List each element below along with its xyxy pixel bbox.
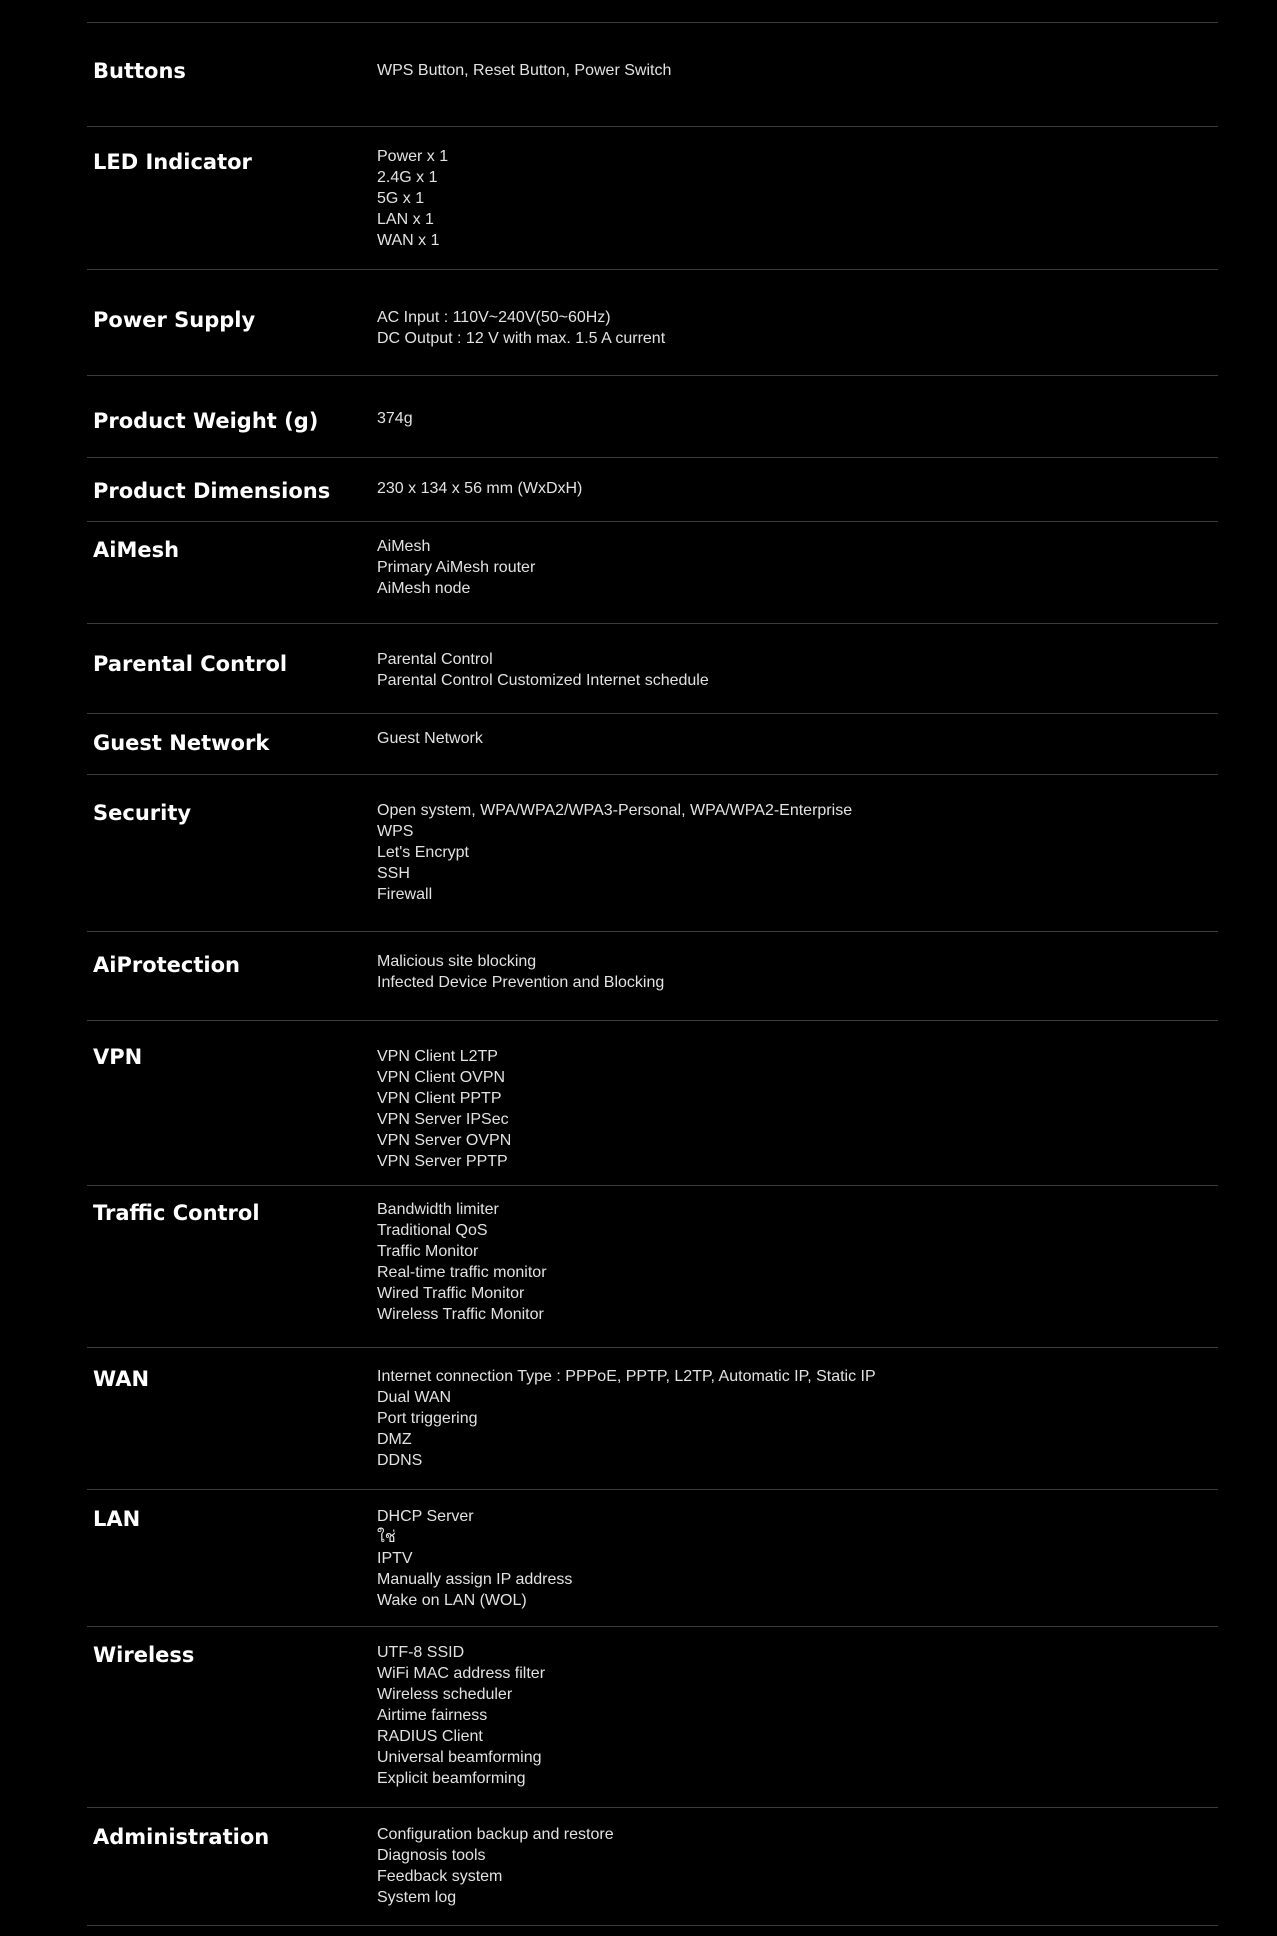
spec-value-list: [377, 1824, 614, 1908]
spec-row: [87, 521, 1218, 623]
spec-value-list: [377, 800, 852, 905]
spec-value: Bandwidth limiter: [377, 1201, 499, 1218]
spec-value: Universal beamforming: [377, 1749, 542, 1766]
spec-value: LAN x 1: [377, 211, 434, 228]
spec-value: Explicit beamforming: [377, 1770, 526, 1787]
spec-label: Security: [93, 801, 192, 825]
spec-value: Wired Traffic Monitor: [377, 1285, 525, 1302]
spec-row: [87, 269, 1218, 375]
spec-value-list: [377, 1506, 572, 1611]
spec-value-list: [377, 146, 448, 251]
spec-value: Feedback system: [377, 1868, 503, 1885]
spec-value: DHCP Server: [377, 1508, 474, 1525]
spec-value: Guest Network: [377, 730, 483, 747]
spec-value: VPN Server IPSec: [377, 1111, 509, 1128]
spec-value: DC Output : 12 V with max. 1.5 A current: [377, 330, 666, 347]
spec-label: Product Dimensions: [93, 479, 331, 503]
spec-value: Malicious site blocking: [377, 953, 537, 970]
spec-row: [87, 774, 1218, 931]
spec-value-list: [377, 536, 535, 599]
spec-row: [87, 623, 1218, 713]
spec-value: Power x 1: [377, 148, 449, 165]
spec-label: Administration: [93, 1825, 270, 1849]
spec-value: WPS Button, Reset Button, Power Switch: [377, 62, 672, 79]
spec-value-list: [377, 1642, 545, 1789]
spec-value: 230 x 134 x 56 mm (WxDxH): [377, 480, 583, 497]
spec-value: 2.4G x 1: [377, 169, 438, 186]
spec-label: Buttons: [93, 59, 186, 83]
spec-value: Manually assign IP address: [377, 1571, 573, 1588]
spec-label: WAN: [93, 1367, 150, 1391]
spec-row: [87, 22, 1218, 126]
spec-value-list: [377, 728, 483, 749]
spec-value: VPN Client OVPN: [377, 1069, 506, 1086]
spec-value: Wireless scheduler: [377, 1686, 513, 1703]
spec-value: Configuration backup and restore: [377, 1826, 614, 1843]
spec-label: Product Weight (g): [93, 409, 319, 433]
spec-label: AiProtection: [93, 953, 240, 977]
spec-value: Firewall: [377, 886, 433, 903]
spec-label: VPN: [93, 1045, 143, 1069]
spec-value: Internet connection Type : PPPoE, PPTP, L2TP, Automatic IP, Static IP: [377, 1368, 876, 1385]
spec-label: Guest Network: [93, 731, 270, 755]
spec-table: [87, 22, 1218, 1926]
spec-value: VPN Client L2TP: [377, 1048, 498, 1065]
spec-label: LED Indicator: [93, 150, 252, 174]
spec-value-list: [377, 1046, 511, 1172]
spec-row: [87, 1185, 1218, 1347]
spec-value: DDNS: [377, 1452, 423, 1469]
spec-value: VPN Server PPTP: [377, 1153, 508, 1170]
spec-label: LAN: [93, 1507, 141, 1531]
spec-value: Open system, WPA/WPA2/WPA3-Personal, WPA/WPA2-Enterprise: [377, 802, 853, 819]
spec-value: WiFi MAC address filter: [377, 1665, 546, 1682]
spec-row: [87, 1347, 1218, 1489]
spec-value: System log: [377, 1889, 457, 1906]
spec-value: Let's Encrypt: [377, 844, 469, 861]
spec-row: [87, 126, 1218, 269]
spec-value: Infected Device Prevention and Blocking: [377, 974, 665, 991]
spec-value: Parental Control Customized Internet schedule: [377, 672, 709, 689]
spec-label: Parental Control: [93, 652, 288, 676]
spec-value: Traffic Monitor: [377, 1243, 479, 1260]
spec-value: Real-time traffic monitor: [377, 1264, 547, 1281]
spec-value: WAN x 1: [377, 232, 440, 249]
spec-value: VPN Client PPTP: [377, 1090, 502, 1107]
spec-value: Port triggering: [377, 1410, 478, 1427]
spec-value: WPS: [377, 823, 414, 840]
spec-value: Diagnosis tools: [377, 1847, 486, 1864]
spec-value: Airtime fairness: [377, 1707, 488, 1724]
spec-label: Traffic Control: [93, 1201, 260, 1225]
spec-value-list: [377, 307, 665, 349]
spec-value: DMZ: [377, 1431, 412, 1448]
spec-value-list: [377, 408, 413, 429]
spec-row: [87, 931, 1218, 1020]
spec-label: AiMesh: [93, 538, 180, 562]
spec-value: Wireless Traffic Monitor: [377, 1306, 544, 1323]
spec-value: 374g: [377, 410, 413, 427]
spec-value: AC Input : 110V~240V(50~60Hz): [377, 309, 611, 326]
spec-value-list: [377, 951, 664, 993]
spec-value: 5G x 1: [377, 190, 425, 207]
spec-row: [87, 1807, 1218, 1926]
spec-value: IPTV: [377, 1550, 413, 1567]
spec-value: UTF-8 SSID: [377, 1644, 465, 1661]
spec-value: Dual WAN: [377, 1389, 452, 1406]
spec-value: Wake on LAN (WOL): [377, 1592, 527, 1609]
spec-row: [87, 1020, 1218, 1185]
spec-value: Primary AiMesh router: [377, 559, 536, 576]
spec-value: AiMesh: [377, 538, 431, 555]
spec-value-list: [377, 60, 671, 81]
spec-value-list: [377, 478, 582, 499]
spec-value: RADIUS Client: [377, 1728, 483, 1745]
spec-value: Parental Control: [377, 651, 493, 668]
spec-row: [87, 713, 1218, 774]
spec-label: Wireless: [93, 1643, 195, 1667]
spec-value-list: [377, 649, 709, 691]
spec-value: ใช่: [377, 1529, 396, 1546]
spec-value: VPN Server OVPN: [377, 1132, 512, 1149]
spec-label: Power Supply: [93, 308, 256, 332]
spec-value-list: [377, 1199, 547, 1325]
spec-row: [87, 457, 1218, 521]
spec-value: SSH: [377, 865, 410, 882]
spec-row: [87, 1489, 1218, 1626]
spec-row: [87, 1626, 1218, 1807]
spec-row: [87, 375, 1218, 457]
spec-value-list: [377, 1366, 876, 1471]
spec-value: Traditional QoS: [377, 1222, 488, 1239]
spec-value: AiMesh node: [377, 580, 471, 597]
